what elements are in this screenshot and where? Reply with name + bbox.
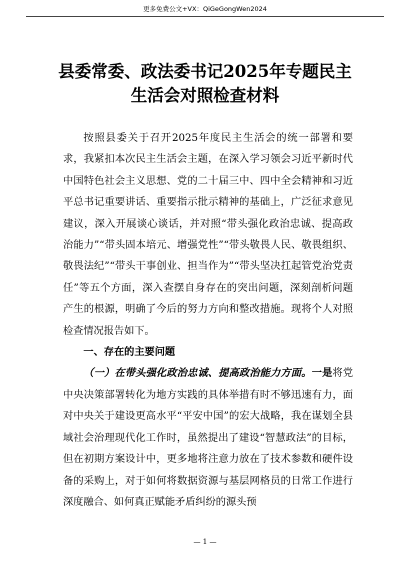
document-body <box>63 128 353 513</box>
section-1-1-paragraph <box>63 363 353 513</box>
page-header: 更多免费公文+VX：QiGeGongWen2024 <box>143 5 267 13</box>
header-divider <box>26 16 384 17</box>
title-line-2: 生活会对照检查材料 <box>130 86 280 105</box>
point-1-lead: 一是 <box>311 367 333 380</box>
section-1-heading: 一、存在的主要问题 <box>83 347 176 359</box>
document-title <box>0 60 410 108</box>
page-number: — 1 — <box>193 538 217 546</box>
intro-paragraph: 按照县委关于召开2025年度民主生活会的统一部署和要求，我紧扣本次民主生活会主题，在深入学习领会习近平新时代中国特色社会主义思想、党的二十届三中、四中全会精神和习近平总书记重要讲话、重要指示批示精神的基础上，广泛征求意见建议，深入开展谈心谈话，并对照“带头强化政治忠诚、提高政治能力”“带头固本培元、增强党性”“带头敬畏人民、敬畏组织、敬畏法纪”“带头干事创业、担当作为”“带头坚决扛起管党治党责任”等五个方面，深入查摆自身存在的突出问题，深刻剖析问题产生的根源，明确了今后的努力方向和整改措施。现将个人对照检查情况报告如下。 <box>63 133 353 337</box>
title-line-1: 县委常委、政法委书记2025年专题民主 <box>58 62 352 81</box>
point-1-text: 将党中央决策部署转化为地方实践的具体举措有时不够迅速有力，面对中央关于建设更高水平“平安中国”的宏大战略，我在谋划全县域社会治理现代化工作时，虽然提出了建设“智慧政法”的目标，但在初期方案设计中，更多地将注意力放在了技术参数和硬件设备的采购上，对于如何将数据资源与基层网格员的日常工作进行深度融合、如何真正赋能矛盾纠纷的源头预 <box>63 368 354 508</box>
subsection-1-heading: （一）在带头强化政治忠诚、提高政治能力方面。 <box>83 367 312 380</box>
